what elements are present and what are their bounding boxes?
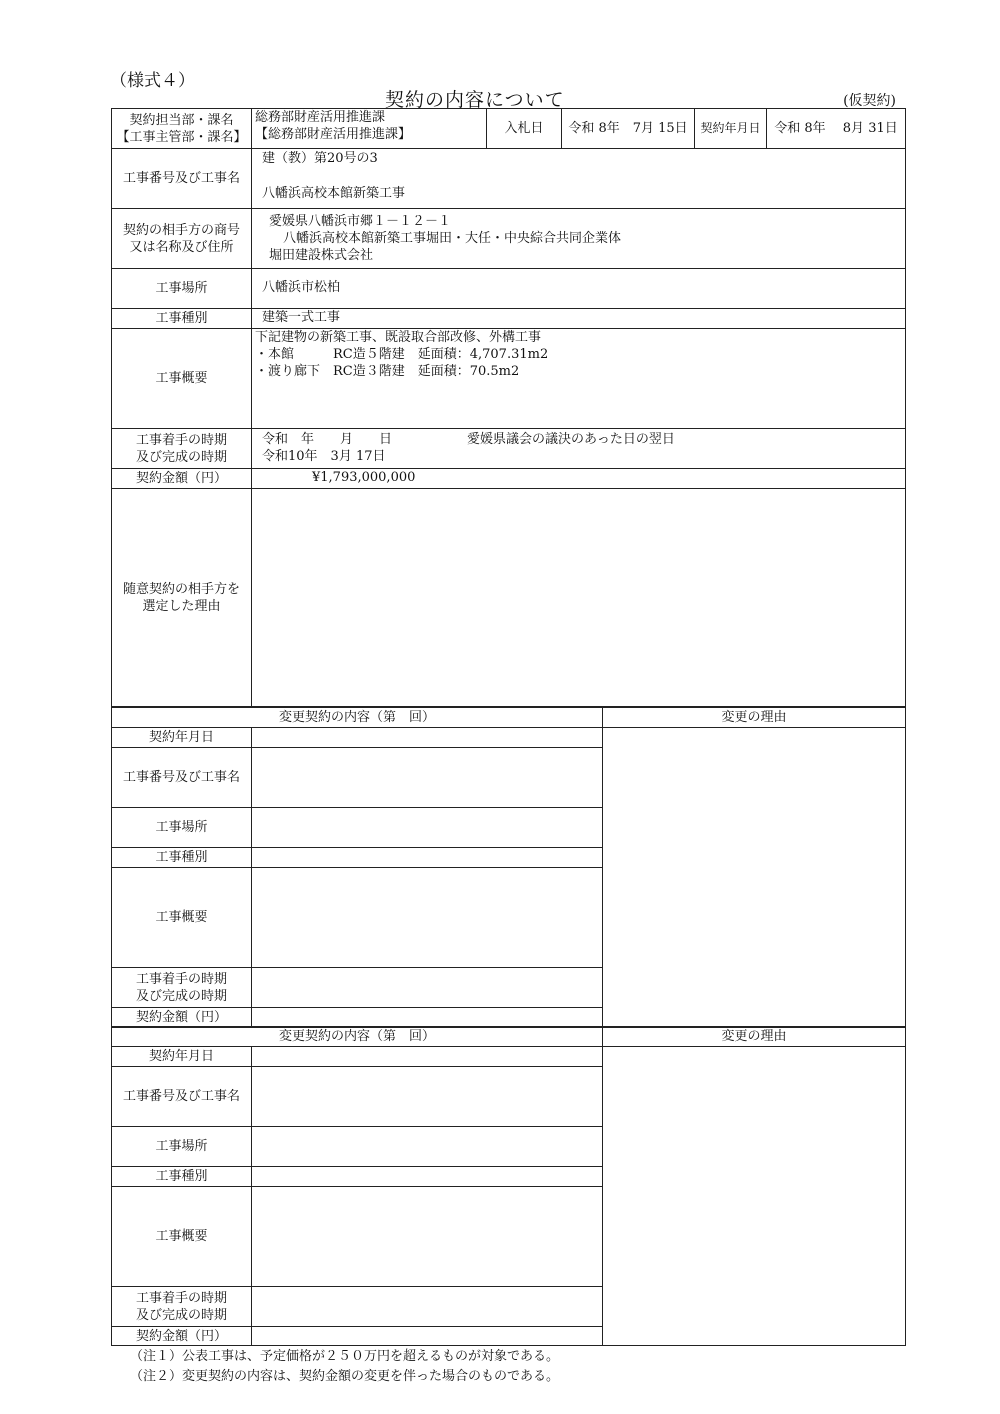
change-table-1 bbox=[111, 707, 906, 1027]
provisional-contract-note: (仮契約) bbox=[843, 93, 896, 109]
change-reason-value bbox=[603, 728, 905, 1028]
dept-value-line2: 【総務部財産活用推進課】 bbox=[255, 127, 412, 142]
period-end: 令和10年 3月 17日 bbox=[262, 449, 386, 464]
change-table-2 bbox=[111, 1026, 906, 1346]
dept-value-line1: 総務部財産活用推進課 bbox=[255, 110, 386, 125]
dept-label bbox=[112, 109, 252, 149]
change-reason-heading: 変更の理由 bbox=[603, 708, 905, 728]
change-type-value bbox=[252, 1167, 603, 1187]
change-summary-label: 工事概要 bbox=[112, 868, 252, 968]
contract-date: 令和 8年 8月 31日 bbox=[767, 109, 905, 149]
reason-label-line2: 選定した理由 bbox=[142, 598, 221, 614]
work-number: 建（教）第20号の3 bbox=[262, 151, 378, 166]
type-value: 建築一式工事 bbox=[252, 309, 905, 329]
change-amount-value bbox=[252, 1008, 603, 1028]
amount-value: ¥1,793,000,000 bbox=[252, 469, 905, 489]
partner-value bbox=[252, 209, 905, 269]
selection-reason-label bbox=[112, 489, 252, 707]
period-start bbox=[262, 431, 905, 448]
contract-date-label: 契約年月日 bbox=[695, 109, 767, 149]
summary-value bbox=[252, 329, 905, 429]
change-amount-label: 契約金額（円） bbox=[112, 1327, 252, 1345]
change-type-label: 工事種別 bbox=[112, 848, 252, 868]
site-value: 八幡浜市松柏 bbox=[252, 269, 905, 309]
period-value bbox=[252, 429, 905, 469]
work-name: 八幡浜高校本館新築工事 bbox=[262, 186, 406, 201]
change-work-value bbox=[252, 748, 603, 808]
change-summary-value bbox=[252, 868, 603, 968]
change-period-label-line1: 工事着手の時期 bbox=[135, 971, 227, 987]
change-period-label bbox=[112, 1287, 252, 1327]
partner-company: 堀田建設株式会社 bbox=[269, 248, 374, 263]
summary-line1: 下記建物の新築工事、既設取合部改修、外構工事 bbox=[255, 330, 542, 345]
dept-value bbox=[252, 109, 487, 149]
work-no-label: 工事番号及び工事名 bbox=[112, 149, 252, 209]
footnote-2: （注２）変更契約の内容は、契約金額の変更を伴った場合のものである。 bbox=[130, 1369, 560, 1384]
change-date-label: 契約年月日 bbox=[112, 1047, 252, 1067]
bid-date-label: 入札日 bbox=[487, 109, 562, 149]
change-amount-value bbox=[252, 1327, 603, 1345]
change-site-value bbox=[252, 808, 603, 848]
selection-reason-value bbox=[252, 489, 905, 707]
period-label-line1: 工事着手の時期 bbox=[135, 432, 227, 448]
period-label bbox=[112, 429, 252, 469]
change-work-value bbox=[252, 1067, 603, 1127]
change-summary-value bbox=[252, 1187, 603, 1287]
footnote-1: （注１）公表工事は、予定価格が２５０万円を超えるものが対象である。 bbox=[130, 1349, 560, 1364]
dept-label-line1: 契約担当部・課名 bbox=[129, 112, 234, 128]
change-work-label: 工事番号及び工事名 bbox=[112, 748, 252, 808]
change-period-value bbox=[252, 968, 603, 1008]
change-site-value bbox=[252, 1127, 603, 1167]
change-site-label: 工事場所 bbox=[112, 808, 252, 848]
summary-label: 工事概要 bbox=[112, 329, 252, 429]
contract-main-table bbox=[111, 108, 906, 708]
change-type-value bbox=[252, 848, 603, 868]
partner-label-line2: 又は名称及び住所 bbox=[129, 239, 234, 255]
change-site-label: 工事場所 bbox=[112, 1127, 252, 1167]
form-number: （様式４） bbox=[110, 71, 195, 91]
change-reason-heading: 変更の理由 bbox=[603, 1027, 905, 1047]
change-period-label-line2: 及び完成の時期 bbox=[135, 1307, 227, 1323]
change-reason-value bbox=[603, 1047, 905, 1345]
partner-label bbox=[112, 209, 252, 269]
summary-line2: ・本館 RC造５階建 延面積：4,707.31m2 bbox=[255, 347, 549, 362]
change-work-label: 工事番号及び工事名 bbox=[112, 1067, 252, 1127]
change-heading: 変更契約の内容（第 回） bbox=[112, 1027, 603, 1047]
change-type-label: 工事種別 bbox=[112, 1167, 252, 1187]
change-period-value bbox=[252, 1287, 603, 1327]
document-title: 契約の内容について bbox=[385, 89, 565, 111]
change-period-label bbox=[112, 968, 252, 1008]
change-period-label-line1: 工事着手の時期 bbox=[135, 1290, 227, 1306]
period-start-date: 令和 年 月 日 bbox=[262, 432, 393, 447]
partner-label-line1: 契約の相手方の商号 bbox=[122, 222, 240, 238]
summary-line3: ・渡り廊下 RC造３階建 延面積：70.5m2 bbox=[255, 364, 520, 379]
change-period-label-line2: 及び完成の時期 bbox=[135, 988, 227, 1004]
change-summary-label: 工事概要 bbox=[112, 1187, 252, 1287]
partner-jv-name: 八幡浜高校本館新築工事堀田・大任・中央綜合共同企業体 bbox=[283, 231, 622, 246]
change-heading: 変更契約の内容（第 回） bbox=[112, 708, 603, 728]
period-start-note: 愛媛県議会の議決のあった日の翌日 bbox=[467, 432, 675, 447]
change-date-value bbox=[252, 1047, 603, 1067]
work-no-value bbox=[252, 149, 905, 209]
reason-label-line1: 随意契約の相手方を bbox=[122, 581, 240, 597]
partner-address: 愛媛県八幡浜市郷１－１２－１ bbox=[269, 214, 452, 229]
type-label: 工事種別 bbox=[112, 309, 252, 329]
site-label: 工事場所 bbox=[112, 269, 252, 309]
change-amount-label: 契約金額（円） bbox=[112, 1008, 252, 1028]
period-label-line2: 及び完成の時期 bbox=[135, 449, 227, 465]
amount-label: 契約金額（円） bbox=[112, 469, 252, 489]
change-date-label: 契約年月日 bbox=[112, 728, 252, 748]
footnotes bbox=[130, 1347, 559, 1387]
dept-label-line2: 【工事主管部・課名】 bbox=[116, 129, 247, 145]
change-date-value bbox=[252, 728, 603, 748]
bid-date: 令和 8年 7月 15日 bbox=[562, 109, 695, 149]
